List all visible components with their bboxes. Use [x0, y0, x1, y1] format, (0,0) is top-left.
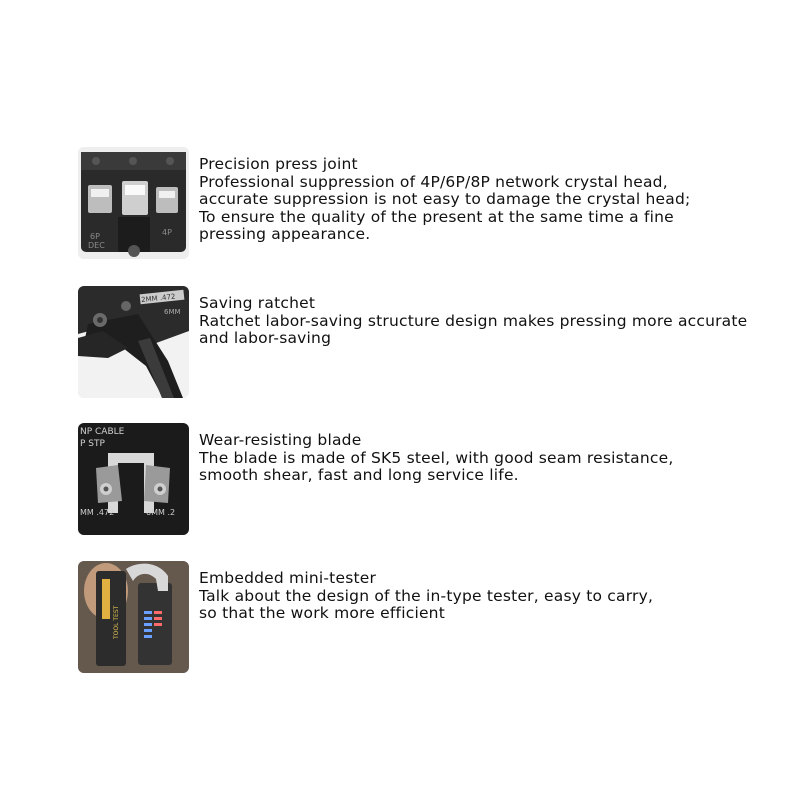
photo-label-6mm2: 6MM .2	[146, 508, 176, 517]
ratchet-photo	[78, 286, 189, 398]
feature-title: Wear-resisting blade	[199, 431, 362, 449]
photo-label-cable: NP CABLE	[80, 427, 125, 437]
tester-photo	[78, 561, 189, 673]
photo-label-tool-test: TOOL TEST	[113, 605, 120, 639]
feature-line: so that the work more efficient	[199, 604, 445, 622]
rj45-die-photo	[78, 147, 189, 259]
feature-embedded-mini-tester	[78, 561, 768, 673]
feature-precision-press-joint	[78, 147, 768, 259]
feature-title: Precision press joint	[199, 155, 358, 173]
feature-text	[199, 156, 759, 244]
feature-line: and labor-saving	[199, 329, 332, 347]
photo-label-6mm: 6MM	[164, 308, 181, 316]
feature-text	[199, 570, 759, 623]
photo-label-4p: 4P	[162, 228, 172, 237]
feature-text	[199, 432, 759, 485]
feature-line: The blade is made of SK5 steel, with good seam resistance,	[199, 448, 674, 467]
feature-line: Ratchet labor-saving structure design makes pressing more accurate	[199, 311, 748, 330]
photo-label-mm472: MM .472	[80, 508, 115, 517]
photo-label-stp: P STP	[80, 439, 105, 449]
feature-text	[199, 295, 759, 348]
blade-photo	[78, 423, 189, 535]
feature-line: Professional suppression of 4P/6P/8P network crystal head,	[199, 172, 668, 191]
feature-saving-ratchet	[78, 286, 768, 398]
feature-title: Embedded mini-tester	[199, 569, 377, 587]
feature-line: accurate suppression is not easy to damage the crystal head;	[199, 190, 691, 208]
photo-label-2mm: 2MM .472	[140, 292, 176, 305]
photo-label-dec: DEC	[88, 241, 105, 250]
photo-label-6p: 6P	[90, 232, 100, 241]
feature-line: pressing appearance.	[199, 225, 371, 243]
feature-wear-resisting-blade	[78, 423, 768, 535]
feature-line: smooth shear, fast and long service life.	[199, 466, 519, 484]
feature-line: Talk about the design of the in-type tester, easy to carry,	[199, 586, 654, 605]
feature-line: To ensure the quality of the present at the same time a fine	[199, 207, 674, 226]
feature-title: Saving ratchet	[199, 294, 316, 312]
